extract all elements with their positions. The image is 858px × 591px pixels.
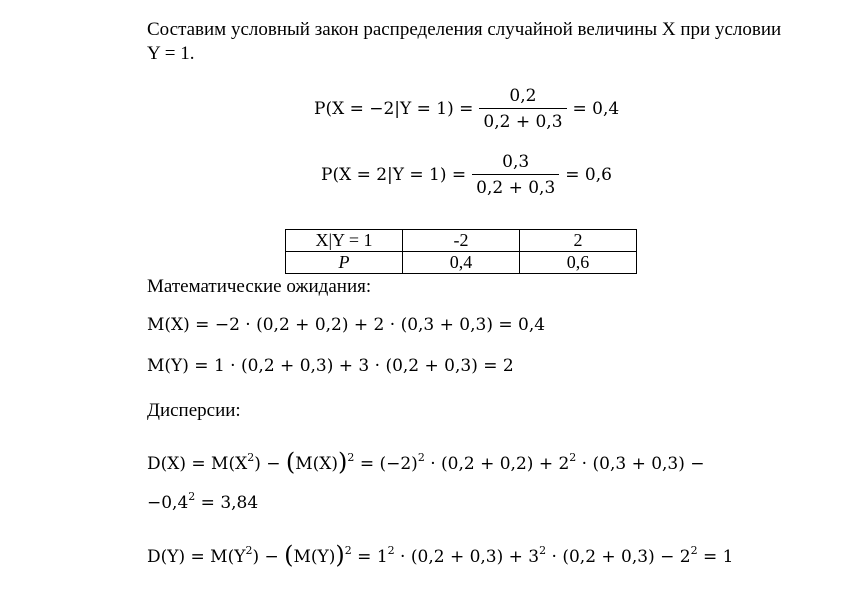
table-cell: X|Y = 1 — [286, 230, 403, 252]
distribution-table — [285, 229, 637, 274]
variance-dy: $D(Y) = M(Y^2) - (M(Y))^2 = 1^2 \cdot (0,2 + 0,3) + 3^2 \cdot (0,2 + 0,3) - 2^2 = 1$ — [147, 541, 734, 569]
eq2-denominator: 0,2 + 0,3 — [472, 174, 559, 198]
eq2-fraction — [472, 152, 559, 198]
table-cell: -2 — [403, 230, 520, 252]
variances-heading: Дисперсии: — [147, 400, 241, 421]
eq2-numerator: 0,3 — [502, 152, 530, 172]
intro-line-1: Составим условный закон распределения случайной величины X при условии — [147, 19, 782, 40]
expectations-heading: Математические ожидания: — [147, 276, 372, 297]
table-row — [286, 252, 637, 274]
expectation-mx: M(X) = −2 · (0,2 + 0,2) + 2 · (0,3 + 0,3) = 0,4 — [147, 315, 546, 335]
eq2-rhs: = 0,6 — [565, 165, 612, 185]
eq2-lhs: P(X = 2|Y = 1) = — [321, 165, 467, 185]
table-cell: 0,4 — [403, 252, 520, 274]
variance-dx-line-1: $D(X) = M(X^2) - (M(X))^2 = (-2)^2 \cdot (0,2 + 0,2) + 2^2 \cdot (0,3 + 0,3)$ − — [147, 448, 705, 476]
eq1-rhs: = 0,4 — [572, 99, 620, 119]
eq1-fraction — [479, 86, 566, 132]
equation-conditional-1 — [314, 86, 619, 132]
intro-line-2: Y = 1. — [147, 43, 195, 64]
table-cell: P — [286, 252, 403, 274]
expectation-my: M(Y) = 1 · (0,2 + 0,3) + 3 · (0,2 + 0,3) = 2 — [147, 356, 514, 376]
equation-conditional-2 — [321, 152, 612, 198]
eq1-denominator: 0,2 + 0,3 — [479, 108, 566, 132]
table-row — [286, 230, 637, 252]
table-cell: 0,6 — [520, 252, 637, 274]
eq1-lhs: P(X = −2|Y = 1) = — [314, 99, 474, 119]
eq1-numerator: 0,2 — [509, 86, 537, 106]
variance-dx-line-2: $-0,4^2 = 3,84$ — [147, 490, 259, 513]
table-cell: 2 — [520, 230, 637, 252]
